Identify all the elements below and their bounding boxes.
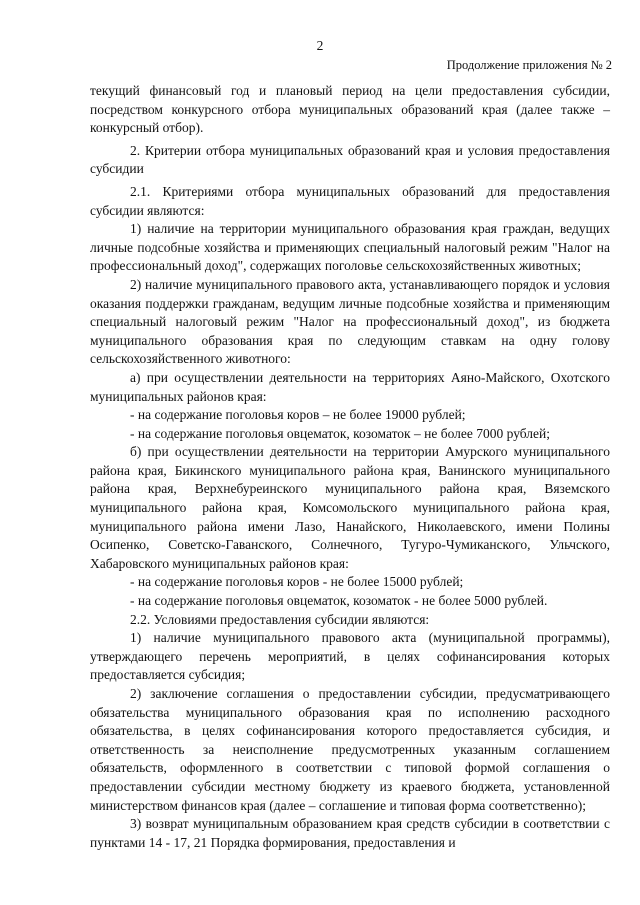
paragraph: текущий финансовый год и плановый период на цели предоставления субсидии, посредством конкурсного отбора муниципальных образований края (далее также – конкурсный отбор). (90, 83, 610, 136)
paragraph: 2.1. Критериями отбора муниципальных образований для предоставления субсидии являются: (90, 183, 610, 218)
list-item: б) при осуществлении деятельности на территории Амурского муниципального района края, Бикинского муниципального района края, Ванинского муниципального района края, Верхнебуреинского муниципального района края, Вяземского муниципального района края, Комсомольского муниципального района края, муниципального района имени Лазо, Нанайского, Николаевского, имени Полины Осипенко, Советско-Гаванского, Солнечного, Тугуро-Чумиканского, Ульчского, Хабаровского муниципальных районов края: (90, 444, 610, 571)
document-body (90, 82, 610, 852)
list-item: а) при осуществлении деятельности на территориях Аяно-Майского, Охотского муниципальных районов края: (90, 369, 610, 404)
list-item: - на содержание поголовья коров - не более 15000 рублей; (130, 574, 464, 590)
section-heading: 2. Критерии отбора муниципальных образований края и условия предоставления субсидии (90, 142, 610, 177)
paragraph: 2.2. Условиями предоставления субсидии являются: (130, 611, 430, 627)
page-number: 2 (316, 38, 324, 53)
list-item: 3) возврат муниципальным образованием края средств субсидии в соответствии с пунктами 14 - 17, 21 Порядка формирования, предоставления и (90, 816, 610, 850)
list-item: 2) заключение соглашения о предоставлении субсидии, предусматривающего обязательства муниципального образования края по исполнению расходного обязательства, в целях софинансирования которого предоставляется субсидия, и ответственность за неисполнение предусмотренных указанным соглашением обязательств, оформленного в соответствии с типовой формой соглашения о предоставлении субсидии местному бюджету из краевого бюджета, установленной министерством финансов края (далее – соглашение и типовая форма соответственно); (90, 686, 610, 813)
header-note: Продолжение приложения № 2 (446, 58, 612, 72)
list-item: - на содержание поголовья коров – не более 19000 рублей; (130, 407, 466, 423)
list-item: - на содержание поголовья овцематок, козоматок - не более 5000 рублей. (130, 593, 548, 609)
list-item: 1) наличие муниципального правового акта (муниципальной программы), утверждающего перечень мероприятий, в целях софинансирования которых предоставляется субсидия; (90, 630, 610, 683)
list-item: 2) наличие муниципального правового акта, устанавливающего порядок и условия оказания поддержки гражданам, ведущим личные подсобные хозяйства и применяющим специальный налоговый режим "Налог на профессиональный доход", из бюджета муниципального образования края по следующим ставкам на одну голову сельскохозяйственного животного: (90, 276, 610, 367)
list-item: - на содержание поголовья овцематок, козоматок – не более 7000 рублей; (130, 425, 551, 441)
list-item: 1) наличие на территории муниципального образования края граждан, ведущих личные подсобные хозяйства и применяющих специальный налоговый режим "Налог на профессиональный доход", содержащих поголовье сельскохозяйственных животных; (90, 221, 610, 274)
